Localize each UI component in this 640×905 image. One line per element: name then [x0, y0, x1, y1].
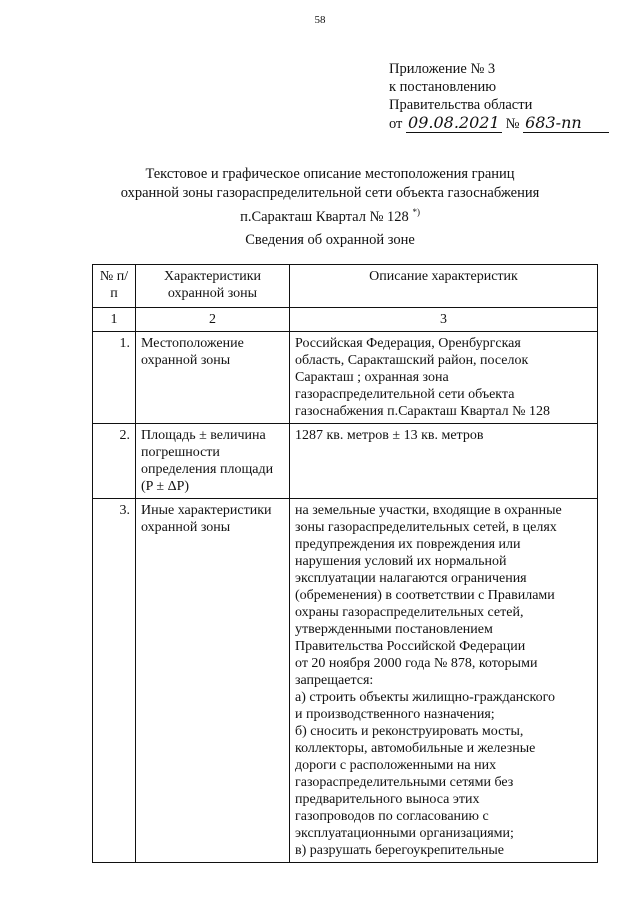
row-characteristic: Иные характеристики охранной зоны: [136, 499, 290, 863]
description-line: в) разрушать берегоукрепительные: [295, 843, 505, 858]
description-line: газораспределительной сети объекта: [295, 387, 515, 402]
description-line: газопроводов по согласованию с: [295, 809, 489, 824]
row-description: [290, 424, 598, 499]
description-line: предварительного выноса этих: [295, 792, 480, 807]
row-number: 2.: [93, 424, 136, 499]
date-prefix: от: [389, 116, 403, 132]
appendix-line-1: Приложение № 3: [389, 61, 496, 77]
title-line-2: охранной зоны газораспределительной сети объекта газоснабжения: [120, 185, 540, 201]
row-description: [290, 499, 598, 863]
row-characteristic: Местоположение охранной зоны: [136, 332, 290, 424]
index-cell-3: 3: [290, 308, 598, 332]
description-line: и производственного назначения;: [295, 707, 495, 722]
description-line: Саракташ ; охранная зона: [295, 370, 449, 385]
description-line: запрещается:: [295, 673, 374, 688]
row-characteristic: Площадь ± величина погрешности определения площади (P ± ΔP): [136, 424, 290, 499]
handwritten-number: 683-пп: [523, 114, 609, 133]
table-row: [93, 424, 598, 499]
description-line: на земельные участки, входящие в охранные: [295, 503, 562, 518]
description-line: коллекторы, автомобильные и железные: [295, 741, 536, 756]
description-line: эксплуатационными организациями;: [295, 826, 514, 841]
description-line: нарушения условий их нормальной: [295, 554, 507, 569]
footnote-mark: *): [412, 207, 420, 217]
zone-info-table: [92, 264, 598, 863]
description-line: Правительства Российской Федерации: [295, 639, 526, 654]
index-cell-2: 2: [136, 308, 290, 332]
description-line: охраны газораспределительных сетей,: [295, 605, 524, 620]
description-line: эксплуатации налагаются ограничения: [295, 571, 527, 586]
row-number: 3.: [93, 499, 136, 863]
description-line: от 20 ноября 2000 года № 878, которыми: [295, 656, 538, 671]
title-line-1: Текстовое и графическое описание местоположения границ: [145, 166, 515, 182]
row-number: 1.: [93, 332, 136, 424]
description-line: б) сносить и реконструировать мосты,: [295, 724, 524, 739]
header-characteristic: Характеристики охранной зоны: [136, 265, 290, 308]
number-prefix: №: [505, 116, 520, 132]
description-line: дороги с расположенными на них: [295, 758, 497, 773]
table-row: [93, 332, 598, 424]
description-line: 1287 кв. метров ± 13 кв. метров: [295, 428, 484, 443]
description-line: Российская Федерация, Оренбургская: [295, 336, 521, 351]
appendix-date-line: [389, 114, 609, 133]
appendix-block: [389, 60, 609, 133]
index-cell-1: 1: [93, 308, 136, 332]
title-line-3-text: п.Саракташ Квартал № 128: [240, 208, 409, 225]
description-line: область, Саракташский район, поселок: [295, 353, 529, 368]
table-header-row: [93, 265, 598, 308]
section-subtitle: Сведения об охранной зоне: [245, 232, 415, 248]
header-description: Описание характеристик: [290, 265, 598, 308]
title-line-3: [60, 203, 600, 227]
description-line: утвержденными постановлением: [295, 622, 493, 637]
page-number: 58: [314, 14, 326, 26]
handwritten-date: 09.08.2021: [406, 114, 502, 133]
table-row: [93, 499, 598, 863]
description-line: газораспределительными сетями без: [295, 775, 514, 790]
table-index-row: [93, 308, 598, 332]
description-line: газоснабжения п.Саракташ Квартал № 128: [295, 404, 550, 419]
appendix-line-2: к постановлению: [389, 79, 497, 95]
row-description: [290, 332, 598, 424]
description-line: зоны газораспределительных сетей, в целях: [295, 520, 557, 535]
header-number: № п/п: [93, 265, 136, 308]
appendix-line-3: Правительства области: [389, 97, 533, 113]
document-title: [60, 165, 600, 227]
description-line: предупреждения их повреждения или: [295, 537, 521, 552]
description-line: а) строить объекты жилищно-гражданского: [295, 690, 555, 705]
description-line: (обременения) в соответствии с Правилами: [295, 588, 555, 603]
